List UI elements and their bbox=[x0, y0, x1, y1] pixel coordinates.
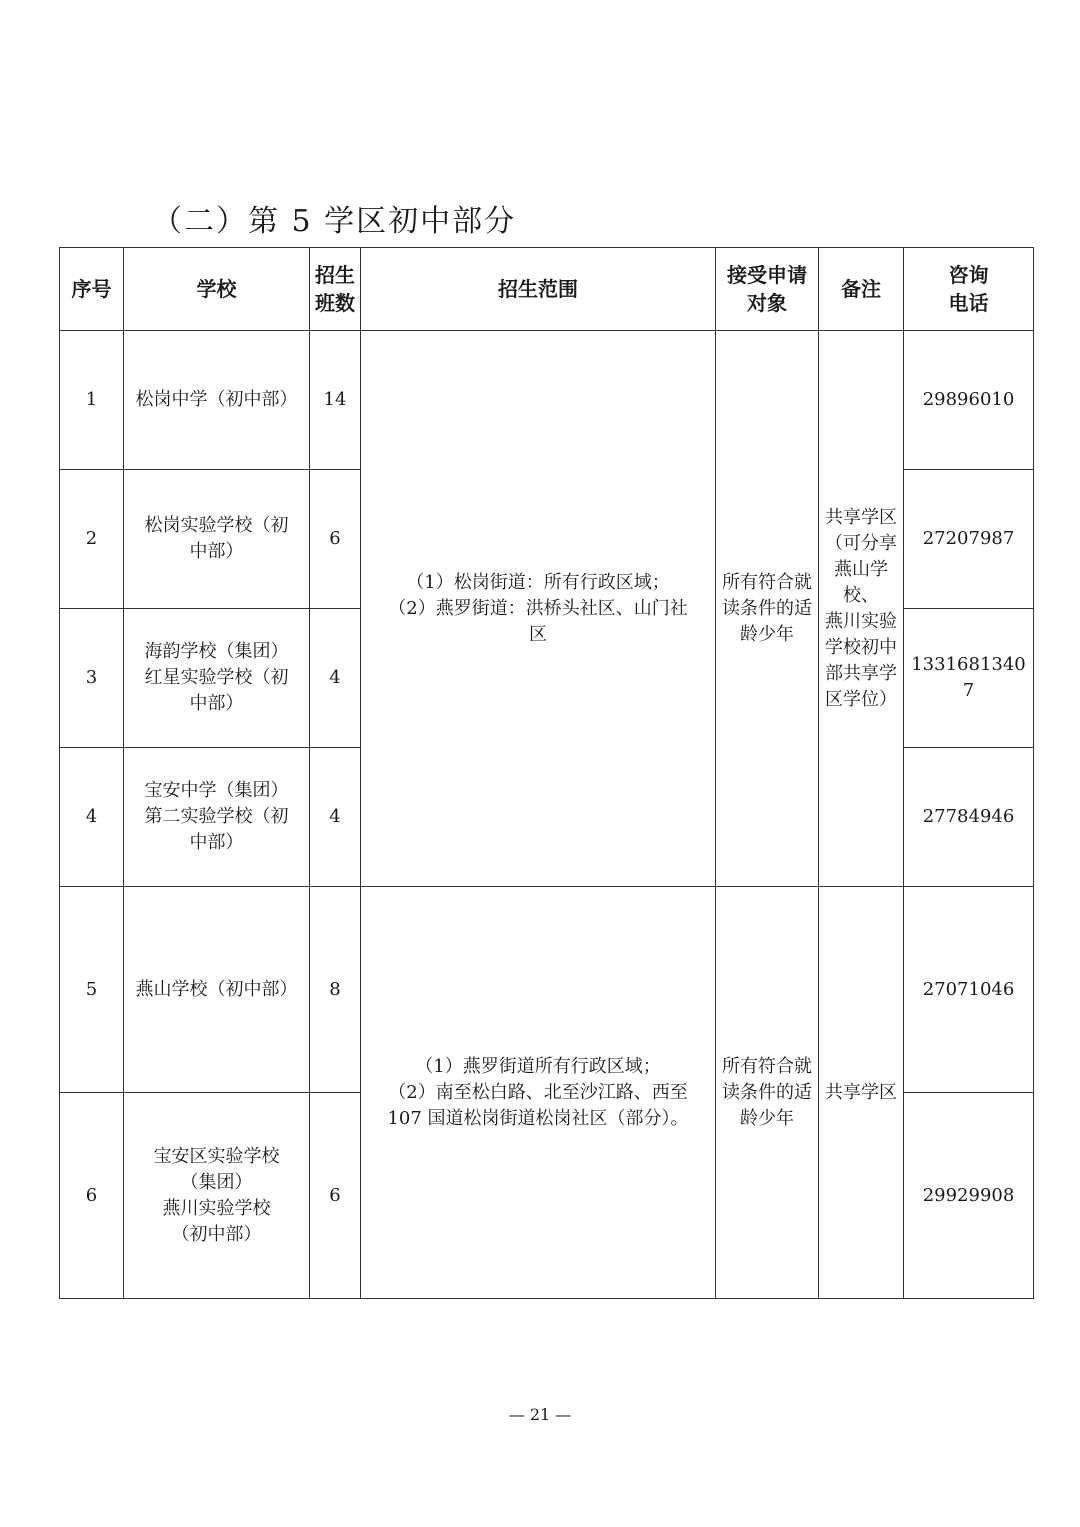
header-school: 学校 bbox=[124, 248, 310, 331]
school-name-line: 中部） bbox=[189, 693, 244, 714]
scope-line: （2）南至松白路、北至沙江路、西至 bbox=[388, 1081, 688, 1103]
note-line: 燕山学校、 bbox=[834, 558, 888, 606]
eligible-line: 所有符合就 bbox=[722, 1055, 812, 1077]
eligible-line: 所有符合就 bbox=[722, 571, 812, 593]
eligible-cell bbox=[716, 887, 819, 1299]
seq-cell: 2 bbox=[60, 470, 124, 609]
school-name-line: 海韵学校（集团） bbox=[144, 641, 289, 662]
classes-cell: 4 bbox=[310, 609, 361, 748]
school-cell bbox=[124, 748, 310, 887]
scope-line: （2）燕罗街道：洪桥头社区、山门社 bbox=[388, 597, 688, 619]
seq-cell: 1 bbox=[60, 331, 124, 470]
eligible-line: 龄少年 bbox=[740, 623, 794, 645]
enrollment-table bbox=[59, 247, 1034, 1299]
header-classes-line2: 班数 bbox=[315, 291, 355, 315]
note-line: 部共享学 bbox=[825, 662, 897, 684]
scope-cell bbox=[361, 331, 716, 887]
school-name-line: 燕山学校（初中部） bbox=[135, 978, 298, 1000]
note-line: 区学位） bbox=[825, 688, 897, 710]
table-row bbox=[60, 887, 1034, 1093]
header-phone-line2: 电话 bbox=[948, 291, 989, 315]
school-cell bbox=[124, 609, 310, 748]
school-name-line: 中部） bbox=[189, 832, 244, 853]
school-name-line: 燕川实验学校 bbox=[162, 1197, 271, 1219]
school-name-line: （初中部） bbox=[171, 1223, 262, 1245]
school-name-line: 第二实验学校（初 bbox=[144, 806, 289, 827]
phone-cell: 27071046 bbox=[904, 887, 1034, 1093]
phone-line: 7 bbox=[962, 680, 975, 701]
header-classes-line1: 招生 bbox=[315, 263, 355, 287]
scope-line: （1）松岗街道：所有行政区域； bbox=[406, 571, 670, 593]
header-scope: 招生范围 bbox=[361, 248, 716, 331]
classes-cell: 6 bbox=[310, 1093, 361, 1299]
note-line: 共享学区 bbox=[825, 506, 897, 528]
classes-cell: 8 bbox=[310, 887, 361, 1093]
section-title: （二）第 5 学区初中部分 bbox=[152, 204, 517, 239]
seq-cell: 6 bbox=[60, 1093, 124, 1299]
classes-cell: 14 bbox=[310, 331, 361, 470]
phone-cell: 27207987 bbox=[904, 470, 1034, 609]
eligible-line: 龄少年 bbox=[740, 1107, 794, 1129]
scope-line: （1）燕罗街道所有行政区域； bbox=[415, 1055, 661, 1077]
scope-cell bbox=[361, 887, 716, 1299]
school-name-line: 红星实验学校（初 bbox=[144, 667, 289, 688]
classes-cell: 6 bbox=[310, 470, 361, 609]
school-cell bbox=[124, 1093, 310, 1299]
eligible-cell bbox=[716, 331, 819, 887]
scope-line: 107 国道松岗街道松岗社区（部分）。 bbox=[387, 1107, 689, 1129]
note-line: （可分享 bbox=[825, 532, 897, 554]
header-seq: 序号 bbox=[60, 248, 124, 331]
school-name-line: 松岗中学（初中部） bbox=[135, 389, 298, 410]
phone-cell: 27784946 bbox=[904, 748, 1034, 887]
table-row bbox=[60, 331, 1034, 470]
header-eligible bbox=[716, 248, 819, 331]
page-number: — 21 — bbox=[508, 1405, 572, 1424]
school-name-line: 松岗实验学校（初 bbox=[144, 515, 289, 536]
header-classes bbox=[310, 248, 361, 331]
note-line: 共享学区 bbox=[825, 1081, 897, 1103]
note-cell bbox=[819, 331, 904, 887]
school-cell bbox=[124, 470, 310, 609]
header-phone-line1: 咨询 bbox=[948, 263, 989, 287]
header-note: 备注 bbox=[819, 248, 904, 331]
seq-cell: 3 bbox=[60, 609, 124, 748]
classes-cell: 4 bbox=[310, 748, 361, 887]
header-eligible-line2: 对象 bbox=[747, 291, 787, 315]
eligible-line: 读条件的适 bbox=[722, 597, 812, 619]
table-header-row bbox=[60, 248, 1034, 331]
school-name-line: （集团） bbox=[180, 1171, 253, 1193]
seq-cell: 4 bbox=[60, 748, 124, 887]
phone-cell: 29896010 bbox=[904, 331, 1034, 470]
header-eligible-line1: 接受申请 bbox=[727, 263, 807, 287]
note-cell bbox=[819, 887, 904, 1299]
phone-line: 1331681340 bbox=[911, 654, 1026, 675]
school-name-line: 宝安中学（集团） bbox=[144, 780, 289, 801]
phone-cell: 29929908 bbox=[904, 1093, 1034, 1299]
note-line: 学校初中 bbox=[825, 636, 897, 658]
eligible-line: 读条件的适 bbox=[722, 1081, 812, 1103]
seq-cell: 5 bbox=[60, 887, 124, 1093]
school-name-line: 中部） bbox=[189, 541, 244, 562]
school-cell bbox=[124, 331, 310, 470]
header-phone bbox=[904, 248, 1034, 331]
school-name-line: 宝安区实验学校 bbox=[153, 1145, 280, 1167]
phone-cell bbox=[904, 609, 1034, 748]
note-line: 燕川实验 bbox=[825, 610, 897, 632]
school-cell bbox=[124, 887, 310, 1093]
scope-line: 区 bbox=[529, 623, 547, 645]
